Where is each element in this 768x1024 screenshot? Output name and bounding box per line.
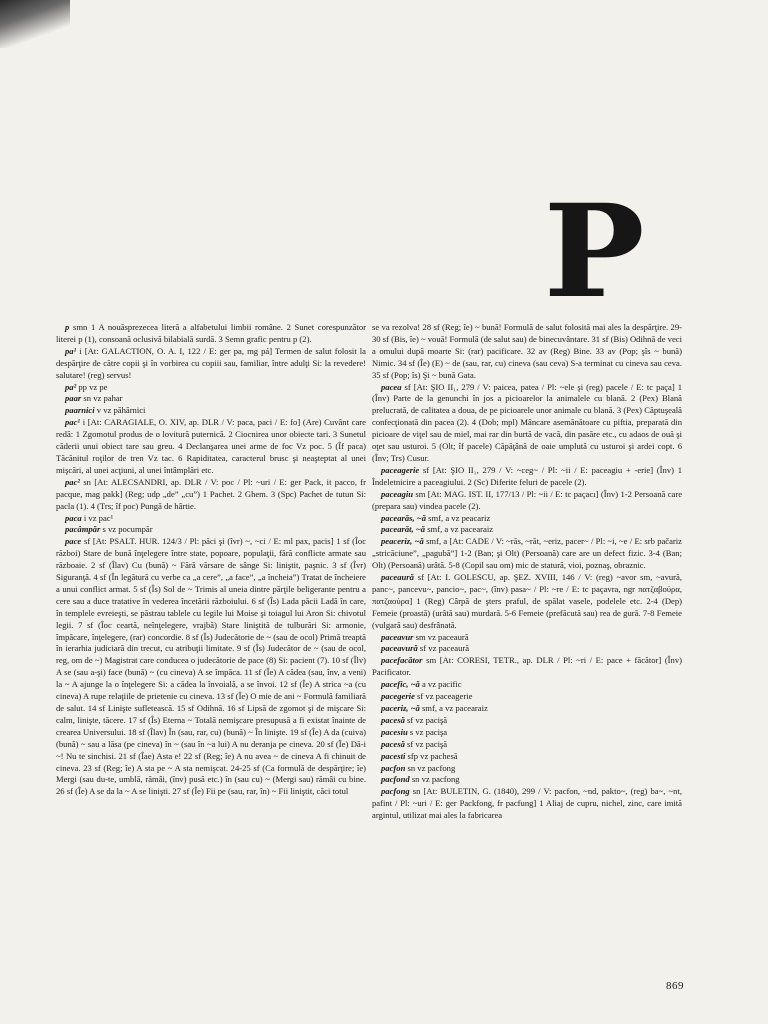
entry-headword: paceagerie — [381, 464, 420, 475]
dictionary-entry — [56, 322, 366, 346]
entry-definition: s vz pocumpăr — [102, 524, 153, 535]
entry-headword: pacfong — [381, 786, 410, 797]
dictionary-entry — [372, 655, 682, 679]
entry-headword: paarnici — [65, 405, 95, 416]
entry-headword: pa¹ — [65, 345, 77, 356]
entry-headword: pac¹ — [65, 417, 80, 428]
entry-definition: i [At: CARAGIALE, O. XIV, ap. DLR / V: paca, paci / E: fo] (Are) Cuvânt care redă: 1 Zgomotul produs de o lovitură puternică. 2 Ciocnirea unor obiecte tari. 3 Sunetul căderii unui obiect tare sau greu. 4 Declanşarea unei arme de foc Vz poc. 5 (Îf paca) Tăcănitul roţilor de tren Vz tac. 6 Rapiditatea, caracterul brusc şi neaşteptat al unei mişcări, al unei acţiuni, al unei întâmplări etc. — [56, 417, 366, 475]
entry-definition: smf, a vz pacearaiz — [427, 524, 494, 535]
dictionary-entry — [372, 536, 682, 572]
entry-headword: paceavur — [381, 631, 414, 642]
entry-definition: sn [At: BULETIN, G. (1840), 299 / V: pacfon, ~nd, pakto~, (reg) ba~, ~nt, pafint / Pl: ~uri / E: ger Packfong, fr pacfung] 1 Aliaj de cupru, nichel, zinc, care imită argintul, utilizat mai ales la fabricarea — [372, 786, 682, 821]
entry-definition: sf [At: PSALT. HUR. 124/3 / Pl: păci şi (îvr) ~, ~ci / E: ml pax, pacis] 1 sf (Îoc război) Stare de bună înţelegere între state, popoare, populaţii, fără conflicte armate sau războaie. 2 sf (Îlav) Cu (bună) ~ Fără vărsare de sânge Si: liniştit, paşnic. 3 sf (Îvr) Siguranţă. 4 sf (În legătură cu verbe ca „a cere”, „a face”, „a încheia”) Tratat de încheiere a unui conflict armat. 5 sf (Îs) Sol de ~ Trimis al uneia dintre părţile beligerante pentru a cere sau a duce tratative în vederea încetării războiului. 6 sf (Îs) Lada păcii Ladă în care, în templele evreieşti, se păstrau tablele cu legile lui Moise şi toiagul lui Aron Si: chivotul legii. 7 sf (Îoc ceartă, neînţelegere, vrajbă) Stare liniştită de tulburări Si: armonie, împăcare, înţelegere, (rar) concordie. 8 sf (Îs) Judecătorie de ~ (sau de ocol) Primă treaptă în ierarhia judiciară din trecut, cu atribuţii limitate. 9 sf (Îs) Judecător de ~ (sau de ocol, reg, om de ~) Magistrat care conducea o judecătorie de pace (8) Si: pacient (7). 10 sf (Îlv) A se (sau a-şi) face (bună) ~ (cu cineva) A se împăca. 11 sf (Îe) A cădea (sau, înv, a veni) la ~ A ajunge la o înţelegere Si: a cădea la învoială, a se învoi. 12 sf (Îe) A strica ~a (cu cineva) A rupe relaţiile de prietenie cu cineva. 13 sf (Îe) O mie de ani ~ Formulă familiară de salut. 14 sf Linişte sufletească. 15 sf Odihnă. 16 sf Lipsă de zgomot şi de mişcare Si: calm, linişte, tăcere. 17 sf (Îs) Eterna ~ Totală nemişcare presupusă a fi existat înainte de crearea Universului. 18 sf (Îlav) În (sau, rar, cu) (bună) ~ În linişte. 19 sf (Îe) A da (cuiva) (bună) ~ sau a lăsa (pe cineva) în ~ (sau în ~a lui) A nu deranja pe cineva. 20 sf (Îe) Dă-i ~! Nu te sinchisi. 21 sf (Îae) Asta e! 22 sf (Reg; îe) A nu avea ~ de cineva A fi chinuit de cineva. 23 sf (Reg; îe) A sta pe ~ A sta nemişcat. 24-25 sf (Ca formulă de despărţire; îe) Mergi (sau du-te, umblă, rămâi, (înv) pusă etc.) în (sau cu) ~ (Mergi sau) rămâi cu bine. 26 sf (Îe) A se da la ~ A se linişti. 27 sf (Îe) Fii pe (sau, rar, în) ~ Fii liniştit, căci totul — [56, 536, 367, 797]
dictionary-entry — [56, 393, 366, 405]
entry-definition: sn vz pacfong — [407, 762, 456, 773]
dictionary-entry — [56, 536, 366, 798]
dictionary-entry — [372, 739, 682, 751]
entry-definition: sf [At: I. GOLESCU, ap. ŞEZ. XVIII, 146 / V: (reg) ~avor sm, ~avură, panc~, pancevu~, pancio~, pac~, (înv) pasa~ / Pl: ~re / E: tc paçavra, ngr πατζαβούρα, πατζαούρα] 1 (Reg) Cârpă de şters praful, de spălat vasele, podelele etc. 2-4 (Dep) Femeie (proastă) (urâtă sau) murdară. 5-6 Femeie (prefăcută sau) rea de gură. 7-8 Femeie (vulgară sau) desfrânată. — [372, 572, 682, 630]
dictionary-entry — [372, 513, 682, 525]
entry-headword: pacâmpăr — [65, 524, 101, 535]
entry-definition: sf vz pacişă — [407, 738, 448, 749]
entry-headword: paca — [65, 512, 82, 523]
dictionary-entry — [56, 382, 366, 394]
dictionary-entry — [372, 632, 682, 644]
entry-definition: a vz pacific — [421, 679, 462, 690]
dictionary-entry — [56, 405, 366, 417]
dictionary-entry — [372, 524, 682, 536]
entry-headword: pacefic, ~ă — [381, 679, 420, 690]
entry-definition: sm vz paceaură — [415, 631, 469, 642]
dictionary-entry — [372, 679, 682, 691]
entry-headword: paceagiu — [381, 488, 413, 499]
entry-headword: paceaură — [381, 572, 414, 583]
dictionary-entry — [372, 715, 682, 727]
entry-definition: v vz păhărnici — [96, 405, 146, 416]
scan-corner-shadow — [0, 0, 70, 48]
entry-headword: peaceriz, ~ă — [381, 536, 424, 547]
entry-definition: sn [At: ALECSANDRI, ap. DLR / V: poc / Pl: ~uri / E: ger Pack, it pacco, fr pacque, mag pakk] (Reg; udp „de” „cu”) 1 Pachet. 2 Ghem. 3 (Spc) Pachet de tutun Si: pacla (1). 4 (Trs; îf poc) Pungă de hârtie. — [56, 476, 367, 511]
dictionary-entry — [372, 489, 682, 513]
dictionary-entry — [56, 346, 366, 382]
dictionary-entry — [372, 751, 682, 763]
entry-headword: pacea — [381, 381, 402, 392]
dictionary-entry — [372, 763, 682, 775]
page-number: 869 — [666, 980, 684, 992]
entry-definition: sn vz pahar — [83, 393, 123, 404]
entry-headword: pacearăt, ~ă — [381, 524, 426, 535]
entry-definition: sm [At: CORESI, TETR., ap. DLR / Pl: ~ri / E: pace + făcător] (Înv) Pacificator. — [372, 655, 683, 678]
entry-headword: p — [65, 322, 70, 332]
entry-headword: pace — [65, 536, 82, 547]
entry-definition: smf, a vz pacearaiz — [421, 703, 488, 713]
dictionary-entry — [372, 703, 682, 715]
entry-headword: pacegerie — [381, 691, 415, 702]
dictionary-entry — [372, 382, 682, 465]
entry-definition: sf [At: ŞIO II₁, 279 / V: ~ceg~ / Pl: ~ii / E: paceagiu + -erie] (Înv) 1 Îndeletnicire a paceagiului. 2 (Sc) Diferite feluri de pacele (2). — [372, 464, 682, 487]
entry-definition: sm [At: MAG. IST. II, 177/13 / Pl: ~ii / E: tc paçacı] (Înv) 1-2 Persoană care (prepara sau) vindea pacele (2). — [372, 488, 683, 511]
left-column — [56, 322, 366, 798]
dictionary-entry — [372, 786, 682, 822]
entry-headword: pacfon — [381, 762, 406, 773]
entry-definition: sf vz paceaură — [419, 643, 470, 654]
dictionary-entry — [372, 465, 682, 489]
entry-definition: sf vz paceagerie — [417, 691, 473, 702]
entry-headword: pa² — [65, 381, 77, 392]
dictionary-entry — [372, 691, 682, 703]
dictionary-entry — [372, 322, 682, 382]
entry-definition: sn vz pacfong — [411, 774, 460, 785]
dictionary-entry — [372, 572, 682, 632]
entry-definition: i [At: GALACTION, O. A. I, 122 / E: ger pa, mg pá] Termen de salut folosit la despărţire de către copii şi în vorbirea cu copiii sau, familiar, între adulţi Si: la revedere! salutare! (reg) servus! — [56, 345, 366, 380]
entry-headword: paar — [65, 393, 82, 404]
entry-headword: paceriz, ~ă — [381, 703, 420, 713]
entry-headword: pacesiu — [381, 726, 408, 737]
dictionary-entry — [372, 727, 682, 739]
entry-definition: sf [At: ŞIO II₁, 279 / V: paicea, patea / Pl: ~ele şi (reg) pacele / E: tc paça] 1 (Înv) Parte de la genunchi în jos a picioarelor la animalele cu blană. 2 (Pex) Blană prelucrată, de calitatea a doua, de pe picioarele unor animale cu blană. 3 (Pex) Căptuşeală confecţionată din pacea (2). 4 (Dob; mpl) Mâncare asemănătoare cu piftia, preparată din picioare de viţel sau de miel, mai rar din burtă de vacă, din pasăre etc., cu adaos de ouă şi oţet sau usturoi. 5 (Olt; îf pacele) Căpăţână de oaie umplută cu usturoi şi ardei copt. 6 (Înv; Trs) Cusur. — [372, 381, 682, 463]
entry-definition: sf vz pacişă — [407, 714, 448, 725]
entry-headword: pacfond — [381, 774, 410, 785]
entry-definition: smn 1 A nouăsprezecea literă a alfabetului limbii române. 2 Sunet corespunzător literei p (1), consoană oclusivă bilabială surdă. 3 Semn grafic pentru p (2). — [56, 322, 366, 344]
dictionary-entry — [56, 477, 366, 513]
dictionary-entry — [56, 524, 366, 536]
entry-definition: sfp vz pachesă — [407, 750, 458, 761]
dictionary-entry — [372, 643, 682, 655]
dictionary-entry — [56, 417, 366, 477]
entry-definition: smf, a [At: CADE / V: ~răs, ~răt, ~eriz, pacer~ / Pl: ~i, ~e / E: srb pačariz „stricăciune”, „pagubă”] 1-2 (Ban; şi Olt) (Persoană) care are un defect fizic. 3-4 (Ban; Olt) (Persoană) urâtă. 5-8 (Copil sau om) mic de statură, vioi, poznaş, obraznic. — [372, 536, 682, 571]
entry-headword: pac² — [65, 476, 80, 487]
dictionary-entry — [56, 513, 366, 525]
entry-headword: pacesti — [381, 750, 406, 761]
entry-headword: pacefacător — [381, 655, 423, 666]
entry-definition: s vz pacişa — [409, 726, 448, 737]
entry-definition: se va rezolva! 28 sf (Reg; îe) ~ bună! Formulă de salut folosită mai ales la despărţire. 29-30 sf (Bis, îe) ~ vouă! Formulă (de salut sau) de binecuvântare. 31 sf (Bis) Odihnă de veci a omului după moarte Si: (rar) pacificare. 32 av (Reg) Bine. 33 av (Pop; şîs ~ bună) Nimic. 34 sf (Îe) (E) ~ de (sau, rar, cu) cineva (sau ceva) S-a terminat cu cineva sau ceva. 35 sf (Pop; îs) Şi ~ bună Gata. — [372, 322, 682, 380]
entry-headword: pacearăs, ~ă — [381, 512, 426, 523]
entry-definition: smf, a vz peacariz — [428, 512, 491, 523]
section-letter: P — [543, 177, 645, 327]
entry-headword: pacesă — [381, 714, 405, 725]
entry-definition: i vz pac¹ — [83, 512, 114, 523]
dictionary-entry — [372, 774, 682, 786]
right-column — [372, 322, 682, 822]
entry-headword: pacesă — [381, 738, 405, 749]
entry-definition: pp vz pe — [78, 381, 108, 392]
entry-headword: paceavură — [381, 643, 418, 654]
